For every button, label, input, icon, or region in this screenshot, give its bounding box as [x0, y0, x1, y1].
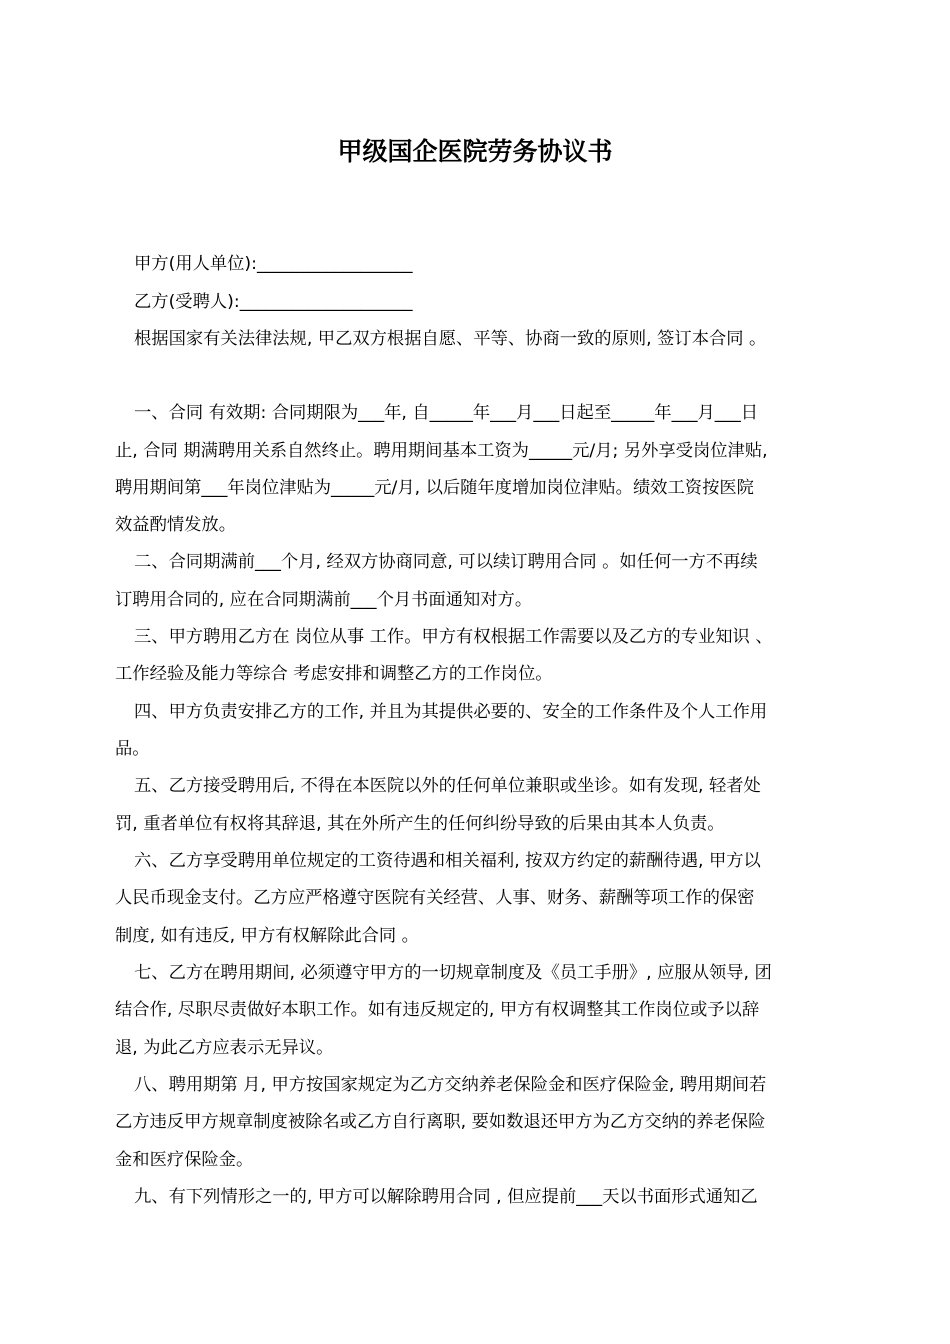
clause-4-line-2: 品。: [115, 739, 150, 759]
clause-8-line-3: 金和医疗保险金。: [115, 1150, 254, 1170]
clause-7-line-2: 结合作, 尽职尽责做好本职工作。如有违反规定的, 甲方有权调整其工作岗位或予以辞: [115, 1000, 760, 1020]
preamble-line: 根据国家有关法律法规, 甲乙双方根据自愿、平等、协商一致的原则, 签订本合同 。: [134, 329, 767, 349]
clause-2-line-2: 订聘用合同的, 应在合同期满前___个月书面通知对方。: [115, 590, 533, 610]
document-title: 甲级国企医院劳务协议书: [337, 137, 613, 166]
party-b-line: 乙方(受聘人):____________________: [134, 292, 413, 312]
clause-6-line-1: 六、乙方享受聘用单位规定的工资待遇和相关福利, 按双方约定的薪酬待遇, 甲方以: [134, 851, 761, 871]
clause-8-line-1: 八、聘用期第 月, 甲方按国家规定为乙方交纳养老保险金和医疗保险金, 聘用期间若: [134, 1075, 767, 1095]
clause-3-line-2: 工作经验及能力等综合 考虑安排和调整乙方的工作岗位。: [115, 664, 553, 684]
clause-1-line-4: 效益酌情发放。: [115, 515, 236, 535]
clause-3-line-1: 三、甲方聘用乙方在 岗位从事 工作。甲方有权根据工作需要以及乙方的专业知识 、: [134, 627, 773, 647]
clause-4-line-1: 四、甲方负责安排乙方的工作, 并且为其提供必要的、安全的工作条件及个人工作用: [134, 702, 768, 722]
clause-7-line-3: 退, 为此乙方应表示无异议。: [115, 1038, 334, 1058]
clause-5-line-1: 五、乙方接受聘用后, 不得在本医院以外的任何单位兼职或坐诊。如有发现, 轻者处: [134, 776, 761, 796]
clause-1-line-1: 一、合同 有效期: 合同期限为___年, 自_____年___月___日起至_____年___月___日: [134, 403, 758, 423]
clause-9-line-1: 九、有下列情形之一的, 甲方可以解除聘用合同 , 但应提前___天以书面形式通知乙: [134, 1187, 758, 1207]
clause-8-line-2: 乙方违反甲方规章制度被除名或乙方自行离职, 要如数退还甲方为乙方交纳的养老保险: [115, 1112, 766, 1132]
clause-5-line-2: 罚, 重者单位有权将其辞退, 其在外所产生的任何纠纷导致的后果由其本人负责。: [115, 814, 725, 834]
clause-6-line-2: 人民币现金支付。乙方应严格遵守医院有关经营、人事、财务、薪酬等项工作的保密: [115, 888, 755, 908]
clause-6-line-3: 制度, 如有违反, 甲方有权解除此合同 。: [115, 926, 419, 946]
clause-7-line-1: 七、乙方在聘用期间, 必须遵守甲方的一切规章制度及《员工手册》, 应服从领导, 团: [134, 963, 772, 983]
party-a-line: 甲方(用人单位):__________________: [134, 254, 413, 274]
clause-1-line-2: 止, 合同 期满聘用关系自然终止。聘用期间基本工资为_____元/月; 另外享受岗位津贴,: [115, 441, 768, 461]
clause-1-line-3: 聘用期间第___年岗位津贴为_____元/月, 以后随年度增加岗位津贴。绩效工资按医院: [115, 478, 754, 498]
clause-2-line-1: 二、合同期满前___个月, 经双方协商同意, 可以续订聘用合同 。如任何一方不再续: [134, 552, 758, 572]
